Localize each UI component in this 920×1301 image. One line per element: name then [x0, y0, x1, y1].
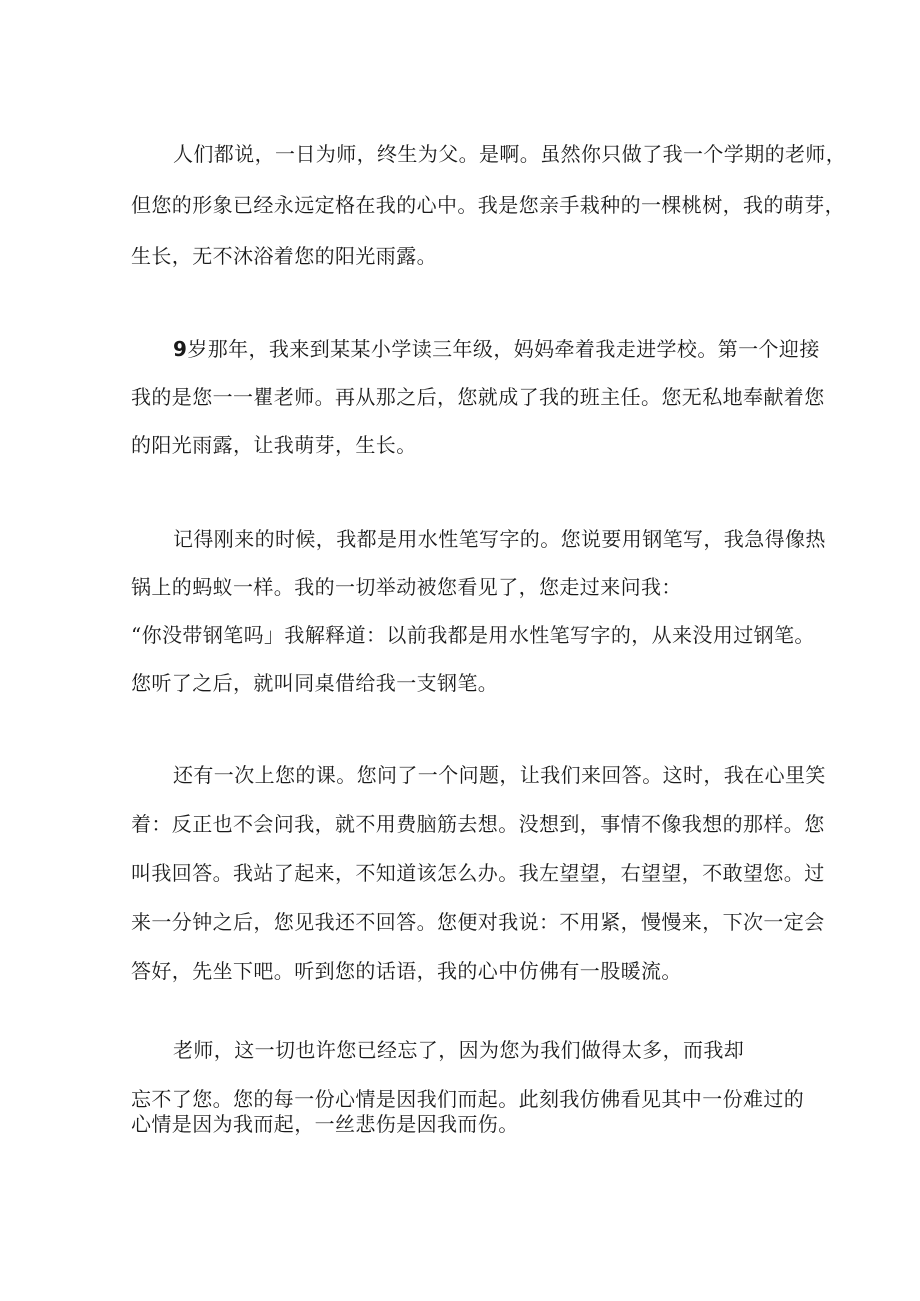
paragraph-1-line-2: 但您的形象已经永远定格在我的心中。我是您亲手栽种的一棵桃树，我的萌芽， [131, 193, 845, 217]
paragraph-3-line-3: “你没带钢笔吗」我解释道：以前我都是用水性笔写字的，从来没用过钢笔。 [131, 623, 815, 647]
paragraph-3-line-1: 记得刚来的时候，我都是用水性笔写字的。您说要用钢笔写，我急得像热 [173, 527, 826, 551]
paragraph-4-line-1: 还有一次上您的课。您问了一个问题，让我们来回答。这时，我在心里笑 [173, 763, 826, 787]
paragraph-3-line-2: 锅上的蚂蚁一样。我的一切举动被您看见了，您走过来问我： [131, 575, 682, 599]
paragraph-5-line-2: 忘不了您。您的每一份心情是因我们而起。此刻我仿佛看见其中一份难过的 [131, 1087, 805, 1111]
paragraph-4-line-4: 来一分钟之后，您见我还不回答。您便对我说：不用紧，慢慢来，下次一定会 [131, 910, 825, 934]
paragraph-2-line-2: 我的是您一一瞿老师。再从那之后，您就成了我的班主任。您无私地奉献着您 [131, 385, 825, 409]
paragraph-2-line-1 [173, 337, 820, 361]
paragraph-4-line-3: 叫我回答。我站了起来，不知道该怎么办。我左望望，右望望，不敢望您。过 [131, 861, 825, 885]
paragraph-1-line-1: 人们都说，一日为师，终生为父。是啊。虽然你只做了我一个学期的老师， [173, 142, 847, 166]
paragraph-3-line-4: 您听了之后，就叫同桌借给我一支钢笔。 [131, 671, 499, 695]
paragraph-2-lead-number: 9 [173, 337, 188, 361]
paragraph-1-line-3: 生长，无不沐浴着您的阳光雨露。 [131, 244, 437, 268]
paragraph-4-line-2: 着：反正也不会问我，就不用费脑筋去想。没想到，事情不像我想的那样。您 [131, 812, 825, 836]
paragraph-2-line-3: 的阳光雨露，让我萌芽，生长。 [131, 433, 417, 457]
paragraph-5-line-1: 老师，这一切也许您已经忘了，因为您为我们做得太多，而我却 [173, 1038, 745, 1062]
paragraph-4-line-5: 答好，先坐下吧。听到您的话语，我的心中仿佛有一股暖流。 [131, 959, 682, 983]
paragraph-5-line-3: 心情是因为我而起，一丝悲伤是因我而伤。 [131, 1112, 519, 1136]
paragraph-2-line-1-text: 岁那年，我来到某某小学读三年级，妈妈牵着我走进学校。第一个迎接 [187, 337, 820, 361]
